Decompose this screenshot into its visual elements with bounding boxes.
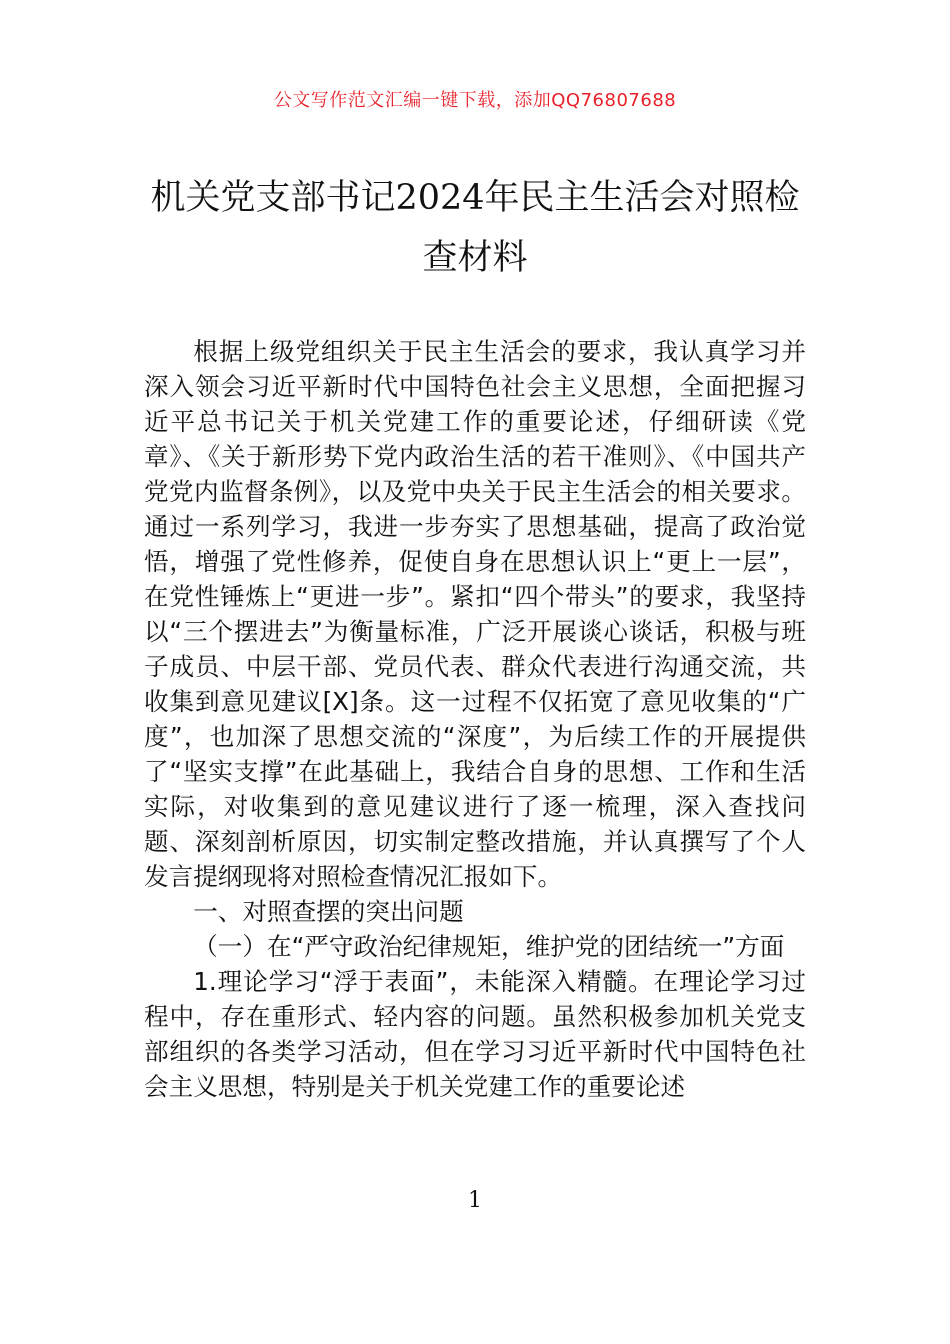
watermark-text: 公文写作范文汇编一键下载，添加QQ76807688	[273, 90, 677, 111]
document-title: 机关党支部书记2024年民主生活会对照检查材料	[150, 178, 800, 278]
section-heading: 一、对照查摆的突出问题	[193, 897, 464, 926]
subsection-heading: （一）在“严守政治纪律规矩，维护党的团结统一”方面	[193, 932, 785, 961]
page-number: 1	[468, 1188, 482, 1213]
document-body	[144, 334, 806, 1104]
intro-paragraph: 根据上级党组织关于民主生活会的要求，我认真学习并深入领会习近平新时代中国特色社会主义思想，全面把握习近平总书记关于机关党建工作的重要论述，仔细研读《党章》、《关于新形势下党内政治生活的若干准则》、《中国共产党党内监督条例》，以及党中央关于民主生活会的相关要求。通过一系列学习，我进一步夯实了思想基础，提高了政治觉悟，增强了党性修养，促使自身在思想认识上“更上一层”，在党性锤炼上“更进一步”。紧扣“四个带头”的要求，我坚持以“三个摆进去”为衡量标准，广泛开展谈心谈话，积极与班子成员、中层干部、党员代表、群众代表进行沟通交流，共收集到意见建议[X]条。这一过程不仅拓宽了意见收集的“广度”，也加深了思想交流的“深度”，为后续工作的开展提供了“坚实支撑”在此基础上，我结合自身的思想、工作和生活实际，对收集到的意见建议进行了逐一梳理，深入查找问题、深刻剖析原因，切实制定整改措施，并认真撰写了个人发言提纲现将对照检查情况汇报如下。	[144, 337, 806, 891]
point-paragraph: 1.理论学习“浮于表面”，未能深入精髓。在理论学习过程中，存在重形式、轻内容的问题。虽然积极参加机关党支部组织的各类学习活动，但在学习习近平新时代中国特色社会主义思想，特别是关于机关党建工作的重要论述	[144, 967, 806, 1101]
